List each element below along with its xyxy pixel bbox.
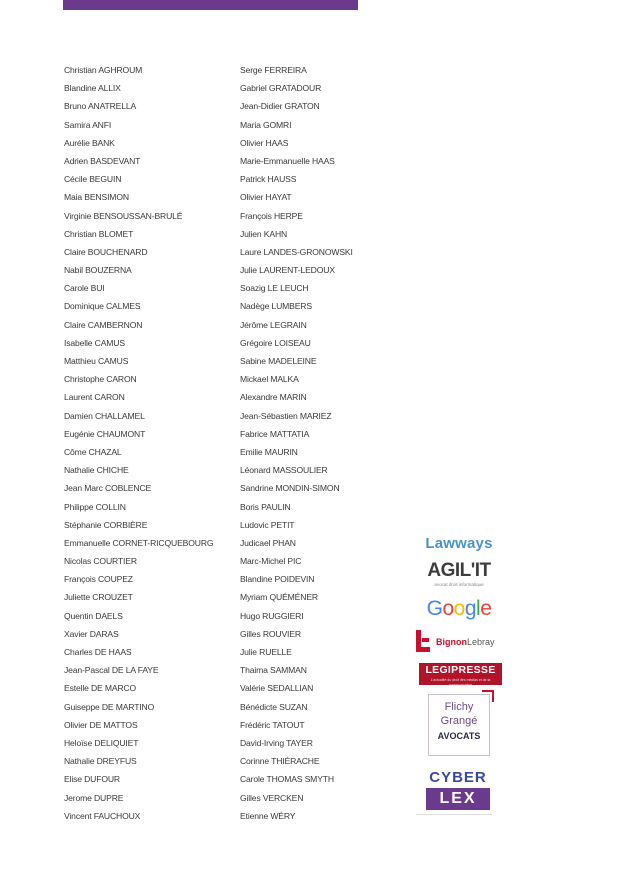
name-entry: Virginie BENSOUSSAN-BRULÉ — [64, 210, 183, 221]
google-logo-letter: g — [464, 597, 477, 620]
name-entry: Jérôme LEGRAIN — [240, 319, 307, 330]
name-entry: Isabelle CAMUS — [64, 337, 125, 348]
sponsor-logos — [414, 530, 504, 820]
cyberlex-logo-bottom: LEX — [426, 788, 490, 810]
name-entry: Stéphanie CORBIÈRE — [64, 519, 148, 530]
name-entry: Nathalie CHICHE — [64, 465, 129, 476]
name-entry: Serge FERREIRA — [240, 65, 307, 75]
bignon-lebray-mark-icon — [416, 630, 430, 652]
name-entry: Marie-Emmanuelle HAAS — [240, 155, 335, 166]
name-entry: Ludovic PETIT — [240, 519, 295, 530]
flichy-grange-logo — [428, 694, 490, 756]
name-entry: Marc-Michel PIC — [240, 556, 302, 567]
name-entry: Bruno ANATRELLA — [64, 101, 137, 112]
bignon-lebray-wordmark — [436, 637, 495, 647]
name-entry: Juliette CROUZET — [64, 592, 133, 603]
name-entry: Christophe CARON — [64, 374, 137, 385]
name-entry: Christian AGHROUM — [64, 65, 143, 75]
name-entry: Myriam QUÉMÉNER — [240, 592, 318, 603]
name-entry: Mickael MALKA — [240, 374, 299, 385]
logo-divider — [416, 814, 492, 815]
legipresse-logo — [419, 663, 502, 685]
name-entry: Maria GOMRI — [240, 119, 292, 130]
name-entry: Samira ANFI — [64, 119, 112, 130]
name-entry: Nathalie DREYFUS — [64, 756, 137, 767]
name-entry: David-Irving TAYER — [240, 737, 313, 748]
name-entry: Jean-Sébastien MARIEZ — [240, 410, 332, 421]
name-entry: Gilles ROUVIER — [240, 628, 301, 639]
name-entry: Etienne WÉRY — [240, 810, 296, 821]
name-entry: Dominique CALMES — [64, 301, 141, 312]
name-entry: Elise DUFOUR — [64, 774, 120, 785]
name-entry: François HERPE — [240, 210, 303, 221]
flichy-logo-line1: Flichy — [444, 701, 474, 713]
name-entry: Côme CHAZAL — [64, 446, 122, 457]
name-entry: Charles DE HAAS — [64, 647, 132, 657]
name-entry: Nadège LUMBERS — [240, 301, 312, 312]
name-entry: Matthieu CAMUS — [64, 356, 129, 366]
flichy-corner-icon — [482, 690, 494, 702]
bignon-wordmark-light: Lebray — [467, 637, 495, 647]
legipresse-logo-text: LEGIPRESSE — [425, 664, 496, 676]
name-entry: Gabriel GRATADOUR — [240, 83, 322, 94]
name-entry: Blandine ALLIX — [64, 83, 121, 94]
name-entry: Carole THOMAS SMYTH — [240, 774, 334, 785]
agilit-logo-tagline: avocat droit informatique — [434, 582, 484, 587]
legipresse-logo-tagline: L'actualité du droit des médias et de la communication — [430, 678, 491, 687]
name-entry: Grégoire LOISEAU — [240, 337, 311, 348]
google-logo-letter: o — [442, 597, 454, 620]
name-entry: Carole BUI — [64, 283, 105, 294]
bignon-wordmark-bold: Bignon — [436, 637, 467, 647]
name-entry: Xavier DARAS — [64, 628, 119, 639]
name-entry: Emmanuelle CORNET-RICQUEBOURG — [64, 537, 214, 548]
name-entry: Eugénie CHAUMONT — [64, 428, 146, 439]
name-entry: Gilles VERCKEN — [240, 792, 304, 803]
name-entry: Heloïse DELIQUIET — [64, 737, 139, 748]
name-entry: Nabil BOUZERNA — [64, 265, 132, 276]
name-entry: Maia BENSIMON — [64, 192, 129, 203]
name-entry: Claire BOUCHENARD — [64, 246, 148, 257]
name-entry: Blandine POIDEVIN — [240, 574, 315, 585]
name-entry: Corinne THIÉRACHE — [240, 756, 320, 767]
google-logo-letter: e — [480, 597, 492, 620]
name-entry: Guiseppe DE MARTINO — [64, 701, 155, 712]
name-entry: Emilie MAURIN — [240, 446, 298, 457]
name-entry: Philippe COLLIN — [64, 501, 126, 512]
name-entry: Quentin DAELS — [64, 610, 123, 621]
name-entry: Léonard MASSOULIER — [240, 465, 328, 476]
name-entry: Christian BLOMET — [64, 228, 134, 239]
name-entry: Julie RUELLE — [240, 647, 292, 657]
name-entry: Vincent FAUCHOUX — [64, 810, 141, 821]
name-entry: Adrien BASDEVANT — [64, 155, 141, 166]
name-entry: Jean-Didier GRATON — [240, 101, 320, 112]
name-entry: Valérie SEDALLIAN — [240, 683, 314, 694]
name-entry: Claire CAMBERNON — [64, 319, 143, 330]
name-entry: Fabrice MATTATIA — [240, 428, 310, 439]
name-entry: Cécile BEGUIN — [64, 174, 122, 185]
name-entry: Nicolas COURTIER — [64, 556, 137, 567]
name-entry: Olivier HAYAT — [240, 192, 292, 203]
cyberlex-logo-top: CYBER — [429, 769, 487, 786]
name-entry: Aurélie BANK — [64, 137, 115, 148]
name-entry: Judicael PHAN — [240, 537, 296, 548]
name-entry: Patrick HAUSS — [240, 174, 297, 185]
bignon-lebray-logo — [414, 628, 504, 656]
lawways-logo: Lawways — [425, 535, 493, 552]
cyberlex-logo — [426, 768, 490, 812]
name-entry: Jean Marc COBLENCE — [64, 483, 152, 494]
name-entry: Olivier DE MATTOS — [64, 719, 138, 730]
google-logo — [414, 596, 504, 622]
name-entry: Jean-Pascal DE LA FAYE — [64, 665, 159, 676]
name-entry: Sabine MADELEINE — [240, 356, 317, 366]
name-entry: François COUPEZ — [64, 574, 133, 585]
google-logo-letter: l — [476, 597, 481, 620]
name-entry: Olivier HAAS — [240, 137, 289, 148]
name-entry: Boris PAULIN — [240, 501, 291, 512]
name-entry: Laurent CARON — [64, 392, 125, 403]
name-entry: Julien KAHN — [240, 228, 288, 239]
flichy-logo-line3: AVOCATS — [437, 731, 481, 741]
name-entry: Jerome DUPRE — [64, 792, 124, 803]
name-entry: Julie LAURENT-LEDOUX — [240, 265, 335, 276]
agilit-logo-text: AGIL'IT — [427, 560, 491, 581]
name-entry: Sandrine MONDIN-SIMON — [240, 483, 340, 494]
google-logo-letter: G — [426, 597, 443, 620]
name-entry: Frédéric TATOUT — [240, 719, 305, 730]
header-accent-bar — [63, 0, 358, 10]
agilit-logo — [414, 560, 504, 592]
google-logo-letter: o — [453, 597, 465, 620]
names-column-left — [64, 64, 234, 828]
name-entry: Hugo RUGGIERI — [240, 610, 304, 621]
flichy-logo-line2: Grangé — [440, 715, 478, 727]
names-column-right — [240, 64, 410, 828]
name-entry: Bénédicte SUZAN — [240, 701, 308, 712]
name-entry: Laure LANDES-GRONOWSKI — [240, 246, 353, 257]
name-entry: Damien CHALLAMEL — [64, 410, 145, 421]
name-entry: Estelle DE MARCO — [64, 683, 137, 694]
name-entry: Alexandre MARIN — [240, 392, 307, 403]
name-entry: Thaima SAMMAN — [240, 665, 307, 676]
name-entry: Soazig LE LEUCH — [240, 283, 309, 294]
